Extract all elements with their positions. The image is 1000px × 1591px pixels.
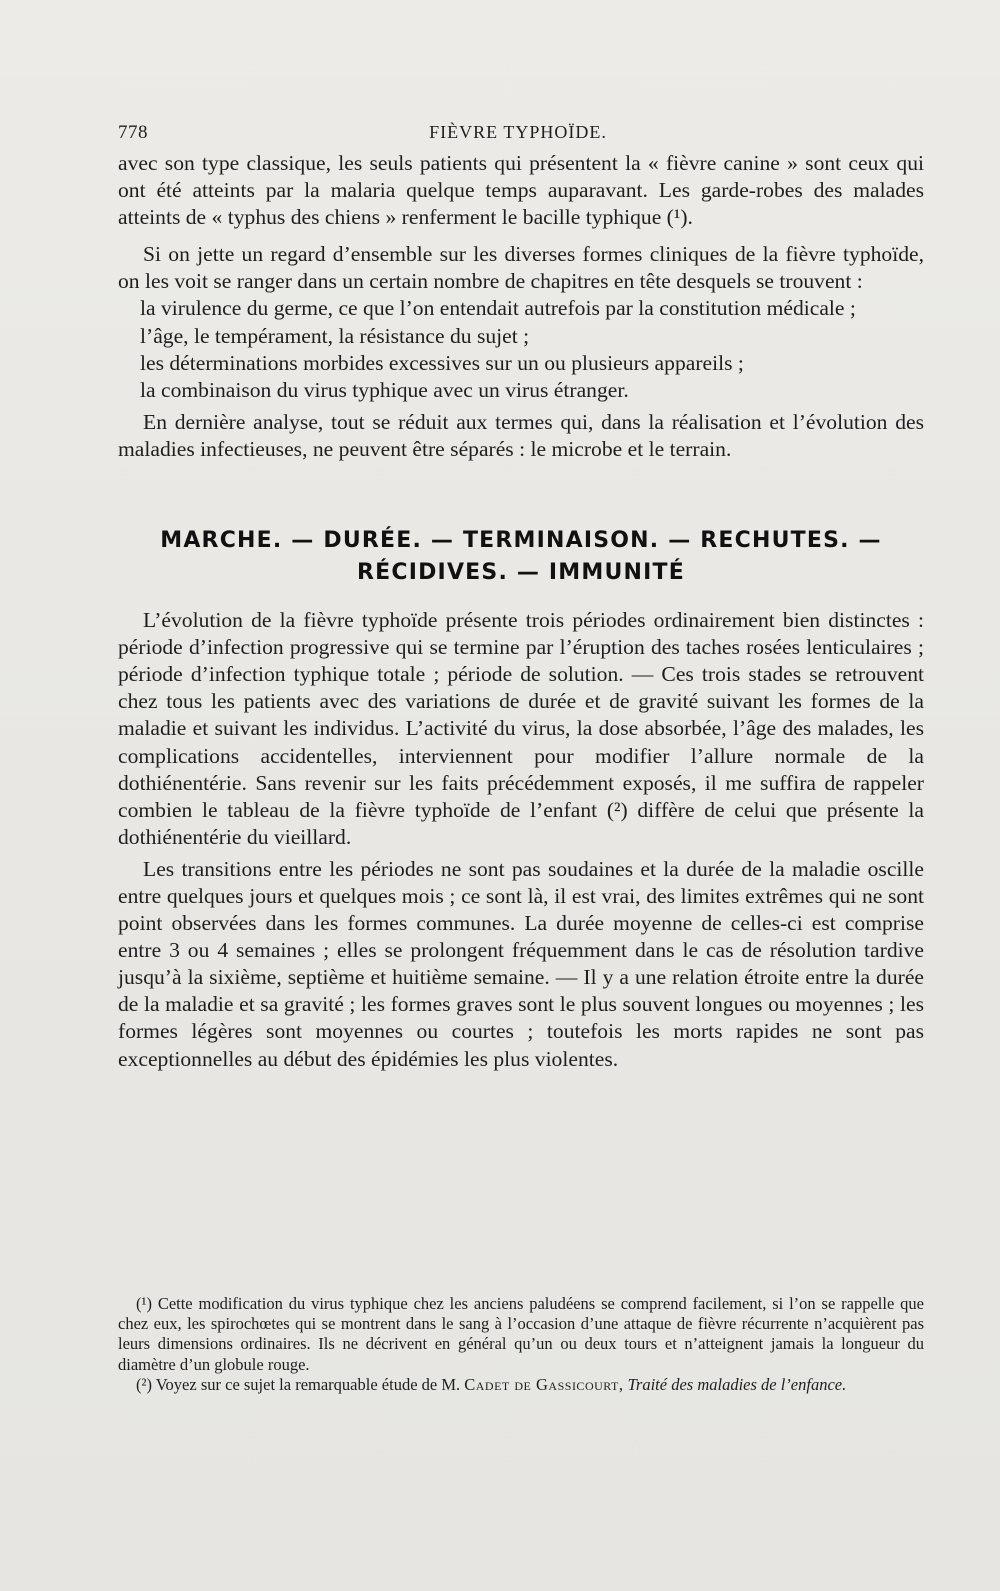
section-heading-line1: MARCHE. — DURÉE. — TERMINAISON. — RECHUTES. —: [160, 528, 882, 554]
paragraph: Si on jette un regard d’ensemble sur les diverses formes cliniques de la fièvre typhoïde, on les voit se ranger dans un certain nombre de chapitres en tête desquels se trouvent :: [118, 242, 924, 294]
list-item: les déterminations morbides excessives sur un ou plusieurs appareils ;: [140, 350, 744, 375]
footnote-2-work: Traité des maladies de l’enfance.: [627, 1374, 847, 1394]
footnotes: [118, 1294, 924, 1395]
list-item: la combinaison du virus typhique avec un virus étranger.: [140, 377, 629, 402]
list-item: la virulence du germe, ce que l’on entendait autrefois par la constitution médicale ;: [140, 296, 856, 321]
footnote-2-author: Cadet de Gassicourt,: [464, 1374, 624, 1394]
running-header: [118, 118, 918, 148]
footnote-1: (¹) Cette modification du virus typhique chez les anciens paludéens se comprend facilement, si l’on se rappelle que chez eux, les spirochœtes qui se montrent dans le sang à l’occasion d’une attaque de fièvre récurrente n’acquièrent pas leurs dimensions ordinaires. Ils ne décrivent en général qu’un ou deux tours et n’atteignent jamais la longueur du diamètre d’un globule rouge.: [118, 1294, 924, 1374]
section-heading-line2: RÉCIDIVES. — IMMUNITÉ: [357, 560, 685, 586]
paragraph: Les transitions entre les périodes ne sont pas soudaines et la durée de la maladie oscille entre quelques jours et quelques mois ; ce sont là, il est vrai, des limites extrêmes qui ne sont point observées dans les formes communes. La durée moyenne de celles-ci est comprise entre 3 ou 4 semaines ; elles se prolongent fréquemment dans le cas de résolution tardive jusqu’à la sixième, septième et huitième semaine. — Il y a une relation étroite entre la durée de la maladie et sa gravité ; les formes graves sont le plus souvent longues ou moyennes ; les formes légères sont moyennes ou courtes ; toutefois les morts rapides ne sont pas exceptionnelles au début des épidémies les plus violentes.: [118, 856, 924, 1071]
paragraph: avec son type classique, les seuls patients qui présentent la « fièvre canine » sont ceux qui ont été atteints par la malaria quelque temps auparavant. Les garde-robes des malades atteints de « typhus des chiens » renferment le bacille typhique (¹).: [118, 151, 924, 230]
footnote-2: [118, 1375, 924, 1395]
running-title: FIÈVRE TYPHOÏDE.: [429, 122, 607, 142]
page-number: 778: [118, 122, 148, 143]
list-item: l’âge, le tempérament, la résistance du sujet ;: [140, 323, 530, 348]
paragraph: L’évolution de la fièvre typhoïde présente trois périodes ordinairement bien distinctes : période d’infection progressive qui se termine par l’éruption des taches rosées lenticulaires ; période d’infection typhique totale ; période de solution. — Ces trois stades se retrouvent chez tous les patients avec des variations de durée et de gravité suivant les formes de la maladie et suivant les individus. L’activité du virus, la dose absorbée, l’âge des malades, les complications accidentelles, interviennent pour modifier l’allure normale de la dothiénentérie. Sans revenir sur les faits précédemment exposés, il me suffira de rappeler combien le tableau de la fièvre typhoïde de l’enfant (²) diffère de celui que présente la dothiénentérie du vieillard.: [118, 608, 924, 849]
main-text: [118, 150, 924, 1073]
footnote-2-text: (²) Voyez sur ce sujet la remarquable étude de M.: [136, 1374, 461, 1394]
paragraph: En dernière analyse, tout se réduit aux termes qui, dans la réalisation et l’évolution des maladies infectieuses, ne peuvent être séparés : le microbe et le terrain.: [118, 409, 924, 461]
